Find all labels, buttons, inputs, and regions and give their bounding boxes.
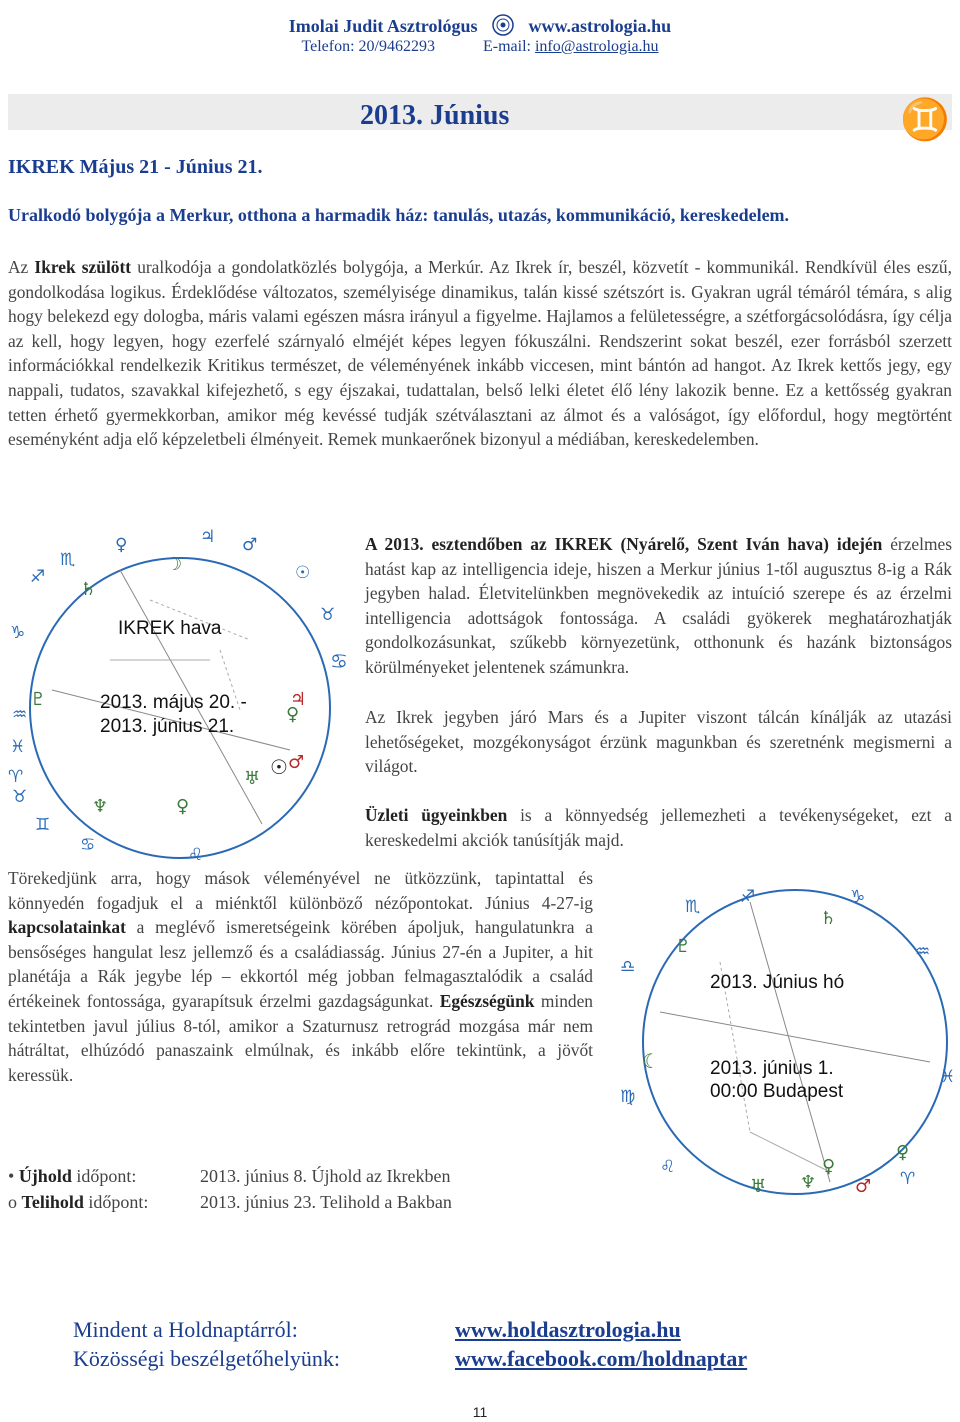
svg-text:♉: ♉ — [12, 787, 28, 807]
svg-text:♆: ♆ — [92, 796, 109, 817]
chart2-wheel — [600, 872, 960, 1212]
page-number: 11 — [472, 1404, 488, 1420]
svg-text:♐: ♐ — [740, 887, 756, 907]
svg-text:☉: ☉ — [270, 755, 288, 779]
chart1-title: IKREK hava — [118, 618, 222, 639]
svg-text:♀: ♀ — [822, 1156, 836, 1177]
svg-text:♈: ♈ — [8, 767, 24, 787]
svg-text:♂: ♂ — [242, 535, 258, 555]
svg-text:♃: ♃ — [200, 527, 216, 547]
svg-text:♅: ♅ — [244, 768, 261, 789]
svg-text:♑: ♑ — [10, 623, 26, 643]
svg-text:♓: ♓ — [10, 737, 26, 757]
gemini-sign-icon: ♊ — [900, 97, 950, 142]
svg-text:♋: ♋ — [80, 835, 96, 855]
footer-label-1: Mindent a Holdnaptárról: — [73, 1317, 298, 1342]
right-paragraph-1: A 2013. esztendőben az IKREK (Nyárelő, Szent Iván hava) idején érzelmes hatást kap az intelligencia ideje, hiszen a Merkur június 1-től augusztus 8-ig a Rák jegyben halad. Életvitelünkben megnövekedik az intuíció szerepe és az érzelmi intelligencia adottságok fontossága. A családi gyökerek meghatározhatják gondolkozásunkat, szűkebb környezetünk, otthonunk és hazánk biztonságos körülményeket jelentenek számunkra. — [365, 534, 952, 677]
site-link[interactable]: www.astrologia.hu — [528, 16, 672, 36]
svg-text:♂: ♂ — [855, 1176, 872, 1197]
svg-text:♀: ♀ — [286, 704, 300, 725]
svg-text:♒: ♒ — [915, 942, 931, 962]
email-label: E-mail: — [482, 38, 531, 55]
svg-text:☾: ☾ — [642, 1049, 660, 1073]
horoscope-chart-junius-ho — [600, 872, 960, 1212]
svg-text:♓: ♓ — [940, 1067, 956, 1087]
ruler-line: Uralkodó bolygója a Merkur, otthona a harmadik ház: tanulás, utazás, kommunikáció, kereskedelem. — [8, 205, 790, 225]
svg-text:♑: ♑ — [850, 887, 866, 907]
svg-text:♇: ♇ — [675, 936, 692, 957]
svg-text:♊: ♊ — [35, 815, 51, 835]
svg-text:♒: ♒ — [12, 705, 28, 725]
zodiac-wheel-logo-icon — [492, 14, 514, 36]
email-link[interactable]: info@astrologia.hu — [534, 38, 659, 55]
svg-text:♃: ♃ — [290, 689, 307, 710]
svg-text:♉: ♉ — [320, 605, 336, 625]
svg-text:♀: ♀ — [176, 796, 190, 817]
header-line2 — [0, 38, 960, 56]
month-title: 2013. Június — [360, 100, 510, 131]
svg-text:☉: ☉ — [295, 563, 311, 583]
svg-text:♎: ♎ — [620, 957, 636, 977]
chart2-place: 00:00 Budapest — [710, 1081, 844, 1102]
chart1-wheel — [0, 520, 360, 860]
holdasztrologia-link[interactable]: www.holdasztrologia.hu — [455, 1317, 681, 1342]
svg-text:♆: ♆ — [800, 1172, 817, 1193]
svg-text:♌: ♌ — [660, 1157, 676, 1177]
chart2-title: 2013. Június hó — [710, 972, 845, 993]
svg-text:♐: ♐ — [30, 567, 46, 587]
horoscope-chart-ikrek-hava — [0, 520, 360, 860]
facebook-link[interactable]: www.facebook.com/holdnaptar — [455, 1346, 748, 1371]
right-paragraph-3: Üzleti ügyeinkben is a könnyedség jellemezheti a tevékenységeket, ezt a kereskedelmi akciók tanúsítják majd. — [365, 805, 952, 850]
svg-text:♍: ♍ — [620, 1087, 636, 1107]
full-moon-line: o Telihold időpont: 2013. június 23. Telihold a Bakban — [8, 1192, 452, 1212]
svg-text:♋: ♋ — [330, 649, 348, 673]
author-name: Imolai Judit Asztrológus — [288, 16, 478, 36]
chart1-date-to: 2013. június 21. — [100, 716, 235, 737]
svg-text:♈: ♈ — [900, 1169, 916, 1189]
svg-text:♌: ♌ — [188, 845, 204, 860]
left-paragraph: Törekedjünk arra, hogy mások véleményével ne ütközzünk, tapintattal és könnyedén fogadjuk el a miénktől különböző nézőpontokat. Június 4-27-ig kapcsolatainkat a meglévő ismeretségeink körében ápoljuk, hangulatunkra a bensőséges hangulat lesz jellemző és a családiasság. Június 27-én a Jupiter, a hit planétája a Rák jegybe lép – ekkortól még jobban felmagasztalódik a család értékeinek fontossága, gyarapítsuk érzelmi gazdagságunkat. Egészségünk minden tekintetben javul július 8-tól, amikor a Szaturnusz retrográd mozgása már nem hátráltat, elhúzódó panaszaink elmúlnak, és inkább előre tekintünk, a jövőt keressük. — [8, 868, 594, 1085]
intro-paragraph: Az Ikrek szülött uralkodója a gondolatközlés bolygója, a Merkúr. Az Ikrek ír, beszél, közvetít - kommunikál. Rendkívül éles eszű, gondolkodása logikus. Érdeklődése változatos, személyisége dinamikus, talán kissé szétszórt is. Gyakran ugrál témáról témára, s alig hogy belekezd egy dologba, máris valami egészen másra irányul a figyelme. Hajlamos a felületességre, a szétforgácsolódásra, így célja az kell, hogy legyen, hogy ezerfelé szárnyaló elméjét képes legyen fókuszálni. Rendszerint sokat beszél, ezer forrásból szerzett információkkal rendelkezik Kritikus természet, de véleményének inkább viccesen, mint bántón ad hangot. Az Ikrek kettős jegy, egy nappali, tudatos, szavakkal kifejezhető, s egy éjszakai, tudattalan, belső lelki életet élő lény lakozik benne. Ez a kettősség gyakran tetten érhető gyermekkorban, amikor még kevéssé tudják szétválasztani az álmot és a valóságot, így előfordul, hogy megtörtént eseményként adja elő képzeletbeli élményeit. Remek munkaerőnek bizonyul a médiában, kereskedelemben. — [8, 257, 952, 450]
chart2-date: 2013. június 1. — [710, 1058, 834, 1079]
svg-text:♀: ♀ — [896, 1142, 910, 1163]
svg-text:♄: ♄ — [80, 579, 97, 600]
right-paragraph-2: Az Ikrek jegyben járó Mars és a Jupiter viszont tálcán kínálják az utazási lehetőségeket, mozgékonyságot érzünk magunkban és szeretnénk megismerni a világot. — [365, 707, 952, 777]
svg-text:♏: ♏ — [60, 550, 76, 570]
sign-heading: IKREK Május 21 - Június 21. — [8, 156, 263, 178]
svg-text:♄: ♄ — [820, 908, 837, 929]
svg-text:♀: ♀ — [115, 535, 128, 555]
chart1-date-from: 2013. május 20. - — [100, 692, 247, 713]
new-moon-line: • Újhold időpont: 2013. június 8. Újhold az Ikrekben — [8, 1166, 451, 1186]
svg-text:♂: ♂ — [288, 752, 305, 773]
svg-text:♏: ♏ — [685, 897, 701, 917]
footer-label-2: Közösségi beszélgetőhelyünk: — [73, 1346, 340, 1371]
phone-text: Telefon: 20/9462293 — [301, 38, 435, 55]
svg-text:☽: ☽ — [166, 554, 183, 575]
svg-text:♇: ♇ — [30, 689, 47, 710]
header-line1 — [0, 14, 960, 37]
svg-text:♅: ♅ — [750, 1176, 767, 1197]
